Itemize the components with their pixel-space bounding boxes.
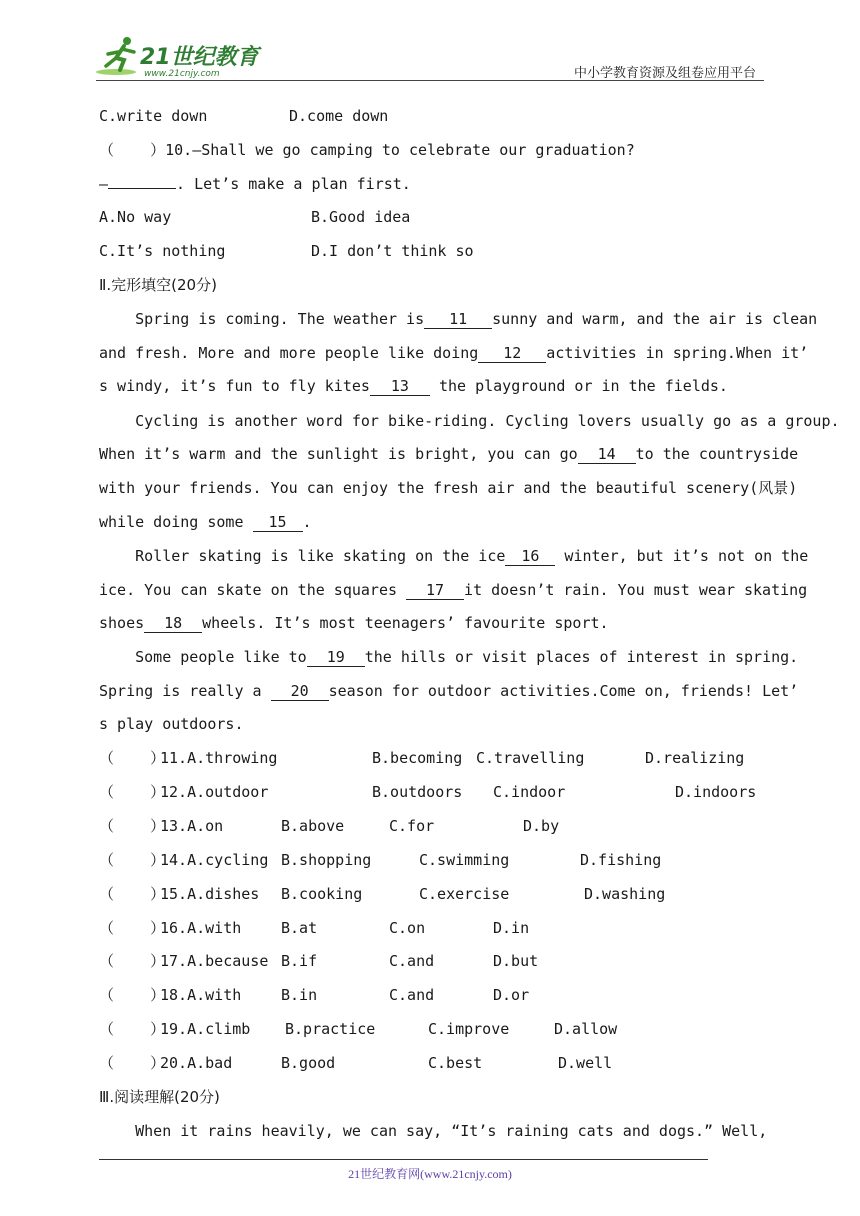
passage-line: with your friends. You can enjoy the fresh air and the beautiful scenery(风景) xyxy=(99,479,798,497)
q10-stem: （ ）10.—Shall we go camping to celebrate our graduation? xyxy=(99,141,635,159)
answer-blank xyxy=(108,188,176,189)
logo-text: 21世纪教育 xyxy=(140,45,259,70)
passage-line: Spring is really a 20 season for outdoor activities.Come on, friends! Let’ xyxy=(99,682,799,700)
q10-option-a: A.No way xyxy=(99,208,172,226)
passage-line: Some people like to 19 the hills or visit places of interest in spring. xyxy=(99,648,799,666)
runner-icon xyxy=(96,37,136,75)
platform-title: 中小学教育资源及组卷应用平台 xyxy=(573,66,756,81)
blank-16: 16 xyxy=(505,547,555,566)
passage-line: while doing some 15 . xyxy=(99,513,312,531)
q10-option-d: D.I don’t think so xyxy=(311,242,474,260)
logo-url: www.21cnjy.com xyxy=(144,69,220,79)
section-3-title: Ⅲ.阅读理解(20分) xyxy=(99,1088,220,1106)
q10-option-c: C.It’s nothing xyxy=(99,242,226,260)
passage-line: Cycling is another word for bike-riding. Cycling lovers usually go as a group. xyxy=(99,412,840,430)
footer-text: 21世纪教育网(www.21cnjy.com) xyxy=(348,1167,512,1181)
header-divider xyxy=(96,80,764,81)
blank-18: 18 xyxy=(144,614,202,633)
passage-line: s play outdoors. xyxy=(99,715,244,733)
blank-20: 20 xyxy=(271,682,329,701)
footer-divider xyxy=(99,1159,708,1160)
q10-option-b: B.Good idea xyxy=(311,208,411,226)
passage-line: and fresh. More and more people like doing 12 activities in spring.When it’ xyxy=(99,344,809,362)
q10-answer-line: — . Let’s make a plan first. xyxy=(99,175,411,193)
blank-14: 14 xyxy=(578,445,636,464)
blank-15: 15 xyxy=(253,513,303,532)
logo xyxy=(94,34,264,80)
passage-line: Roller skating is like skating on the ice 16 winter, but it’s not on the xyxy=(99,547,809,565)
blank-13: 13 xyxy=(370,377,430,396)
reading-first-line: When it rains heavily, we can say, “It’s raining cats and dogs.” Well, xyxy=(99,1122,768,1140)
blank-19: 19 xyxy=(307,648,365,667)
blank-12: 12 xyxy=(478,344,546,363)
passage-line: shoes 18 wheels. It’s most teenagers’ favourite sport. xyxy=(99,614,609,632)
passage-line: Spring is coming. The weather is 11 sunny and warm, and the air is clean xyxy=(99,310,818,328)
q9-option-c: C.write down xyxy=(99,107,208,125)
passage-line: When it’s warm and the sunlight is bright, you can go 14 to the countryside xyxy=(99,445,799,463)
passage-line: s windy, it’s fun to fly kites 13 the playground or in the fields. xyxy=(99,377,728,395)
section-2-title: Ⅱ.完形填空(20分) xyxy=(99,276,217,294)
blank-17: 17 xyxy=(406,581,464,600)
passage-line: ice. You can skate on the squares 17 it doesn’t rain. You must wear skating xyxy=(99,581,808,599)
blank-11: 11 xyxy=(424,310,492,329)
q9-option-d: D.come down xyxy=(289,107,389,125)
